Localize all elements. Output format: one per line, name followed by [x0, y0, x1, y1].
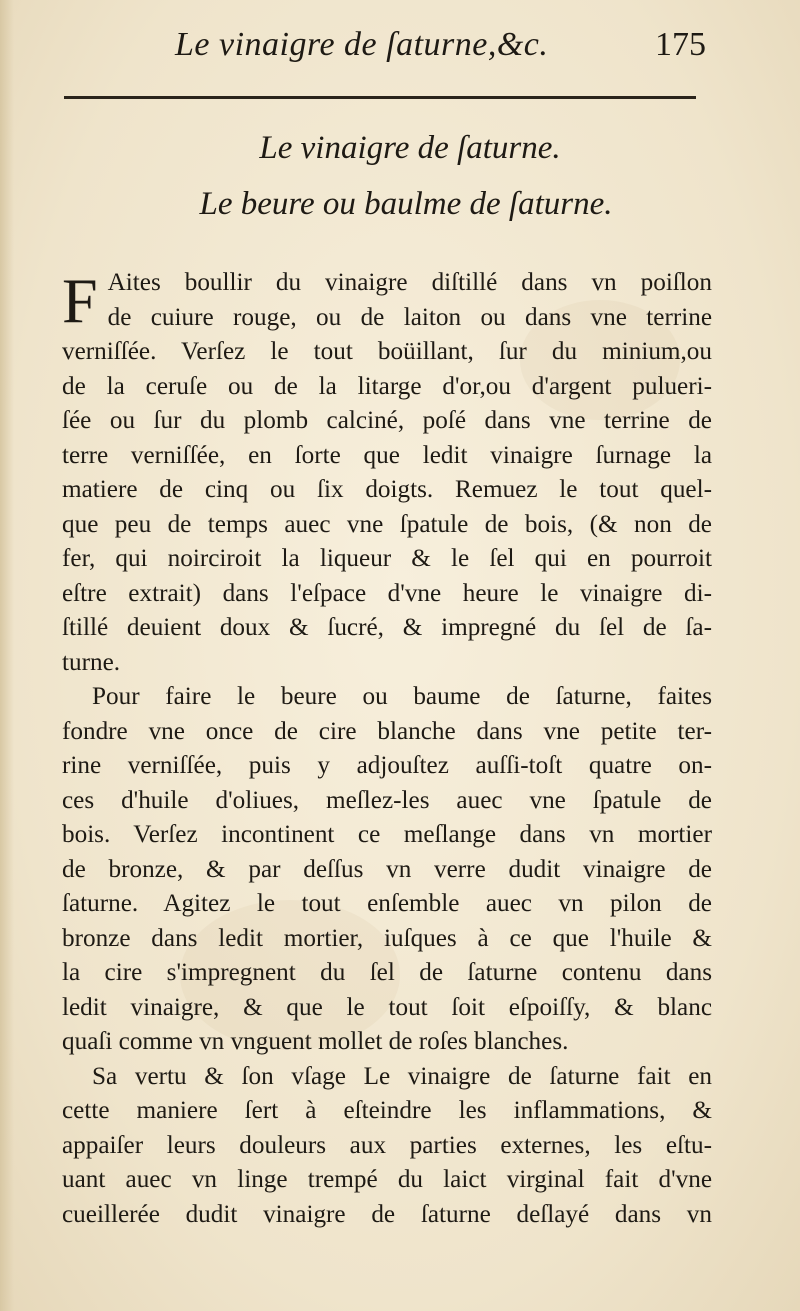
- text-line: cette maniere ſert à eſteindre les inflammations, &: [62, 1097, 712, 1124]
- text-line: quaſi comme vn vnguent mollet de roſes blanches.: [62, 1028, 569, 1055]
- text-line: fer, qui noirciroit la liqueur & le ſel qui en pourroit: [62, 545, 712, 572]
- text-line: uant auec vn linge trempé du laict virginal fait d'vne: [62, 1166, 712, 1193]
- paragraph: [62, 680, 712, 1060]
- header-rule: [64, 96, 696, 99]
- text-line: bois. Verſez incontinent ce meſlange dans vn mortier: [62, 821, 712, 848]
- section-heading: Le beure ou baulme de ſaturne.: [199, 186, 613, 222]
- text-line: la cire s'impregnent du ſel de ſaturne contenu dans: [62, 959, 712, 986]
- text-line: turne.: [62, 648, 121, 676]
- text-line: fondre vne once de cire blanche dans vne petite ter-: [62, 717, 712, 745]
- text-line: Sa vertu & ſon vſage Le vinaigre de ſaturne fait en: [92, 1062, 712, 1090]
- text-line: eſtre extrait) dans l'eſpace d'vne heure le vinaigre di-: [62, 579, 712, 607]
- text-line: ledit vinaigre, & que le tout ſoit eſpoiſſy, & blanc: [62, 993, 712, 1021]
- drop-cap: F: [62, 265, 98, 336]
- text-line: appaiſer leurs douleurs aux parties externes, les eſtu-: [62, 1131, 712, 1159]
- text-line: ſtillé deuient doux & ſucré, & impregné du ſel de ſa-: [62, 614, 712, 641]
- page-number: 175: [655, 26, 706, 63]
- text-line: verniſſée. Verſez le tout boüillant, ſur du minium,ou: [62, 338, 712, 365]
- text-line: que peu de temps auec vne ſpatule de bois, (& non de: [62, 510, 712, 538]
- text-line: ces d'huile d'oliues, meſlez-les auec vne ſpatule de: [62, 786, 712, 814]
- text-line: ſaturne. Agitez le tout enſemble auec vn pilon de: [62, 890, 712, 917]
- text-line: bronze dans ledit mortier, iuſques à ce que l'huile &: [62, 924, 712, 952]
- text-line: Aites boullir du vinaigre diſtillé dans vn poiſlon: [107, 269, 712, 296]
- text-line: terre verniſſée, en ſorte que ledit vinaigre ſurnage la: [62, 441, 712, 469]
- running-head: [0, 22, 800, 72]
- running-head-title: Le vinaigre de ſaturne,&c.: [175, 26, 549, 63]
- paragraph: [62, 266, 712, 680]
- text-line: Pour faire le beure ou baume de ſaturne, faites: [92, 683, 712, 710]
- text-line: cueillerée dudit vinaigre de ſaturne deſlayé dans vn: [62, 1200, 712, 1228]
- section-heading: Le vinaigre de ſaturne.: [259, 130, 561, 166]
- text-line: matiere de cinq ou ſix doigts. Remuez le tout quel-: [62, 476, 712, 503]
- text-line: de la ceruſe ou de la litarge d'or,ou d'argent pulueri-: [62, 372, 712, 400]
- text-line: de bronze, & par deſſus vn verre dudit vinaigre de: [62, 855, 712, 883]
- text-line: ſée ou ſur du plomb calciné, poſé dans vne terrine de: [62, 407, 712, 434]
- body-text: [62, 266, 712, 1232]
- text-line: rine verniſſée, puis y adjouſtez auſſi-toſt quatre on-: [62, 752, 712, 779]
- paragraph: [62, 1060, 712, 1233]
- text-line: de cuiure rouge, ou de laiton ou dans vne terrine: [107, 303, 712, 331]
